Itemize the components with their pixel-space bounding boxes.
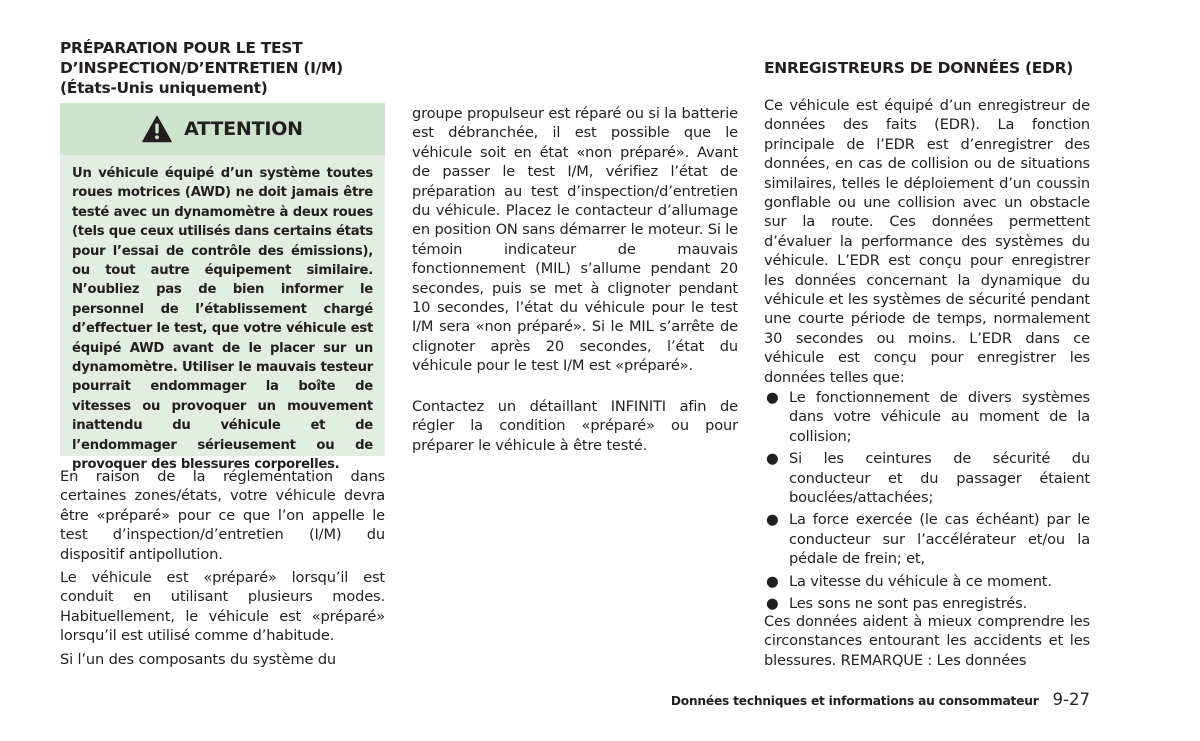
col3-paragraph-1: Ce véhicule est équipé d’un enregistreur de données des faits (EDR). La fonction principale de l’EDR est d’enregistrer des données, en cas de collision ou de situations similaires, telles le déploiement d’un coussin gonflable ou une collision avec un obstacle sur la route. Ces données permettent d’évaluer la performance des systèmes du véhicule. L’EDR est conçu pour enregistrer les données concernant la dynamique du véhicule et les systèmes de sécurité pendant une courte période de temps, normalement 30 secondes ou moins. L’EDR dans ce véhicule est conçu pour enregistrer les données telles que:: [764, 97, 1090, 386]
warning-header: [60, 103, 385, 155]
section-heading-edr: ENREGISTREURS DE DONNÉES (EDR): [764, 59, 1074, 77]
edr-data-list: [764, 388, 1090, 616]
col1-paragraph-2: Le véhicule est «préparé» lorsqu’il est conduit en utilisant plusieurs modes. Habituellement, le véhicule est «préparé» lorsqu’il est utilisé comme d’habitude.: [60, 569, 385, 645]
bullet-icon: ●: [766, 595, 779, 613]
bullet-icon: ●: [766, 511, 779, 529]
list-item-text: La force exercée (le cas échéant) par le conducteur sur l’accélérateur et/ou la pédale de frein; et,: [789, 511, 1090, 568]
col1-paragraph-1: En raison de la réglementation dans certaines zones/états, votre véhicule devra être «préparé» pour ce que l’on appelle le test d’inspection/d’entretien (I/M) du dispositif antipollution.: [60, 468, 385, 563]
list-item-text: Les sons ne sont pas enregistrés.: [789, 595, 1028, 613]
bullet-icon: ●: [766, 389, 779, 406]
list-item-text: Si les ceintures de sécurité du conducteur et du passager étaient bouclées/attachées;: [789, 450, 1090, 507]
warning-box: [60, 103, 385, 473]
section-heading-im-test: PRÉPARATION POUR LE TEST D’INSPECTION/D’ENTRETIEN (I/M) (États-Unis uniquement): [60, 39, 343, 97]
list-item-text: Le fonctionnement de divers systèmes dans votre véhicule au moment de la collision;: [789, 389, 1090, 445]
warning-title: ATTENTION: [184, 118, 303, 140]
warning-triangle-icon: [142, 115, 172, 143]
warning-text: Un véhicule équipé d’un système toutes roues motrices (AWD) ne doit jamais être testé avec un dynamomètre à deux roues (tels que ceux utilisés dans certains états pour l’essai de contrôle des émissions), ou tout autre équipement similaire. N’oubliez pas de bien informer le personnel de l’établissement chargé d’effectuer le test, que votre véhicule est équipé AWD avant de le placer sur un dynamomètre. Utiliser le mauvais testeur pourrait endommager la boîte de vitesses ou provoquer un mouvement inattendu du véhicule et de l’endommager sérieusement ou de provoquer des blessures corporelles.: [60, 155, 385, 456]
list-item: [764, 388, 1090, 446]
list-item-text: La vitesse du véhicule à ce moment.: [789, 572, 1052, 590]
bullet-icon: ●: [766, 450, 779, 468]
list-item: [764, 510, 1090, 568]
list-item: [764, 572, 1090, 591]
list-item: [764, 449, 1090, 507]
footer-section-title: Données techniques et informations au consommateur: [670, 694, 1039, 708]
page-number: 9-27: [1052, 690, 1090, 709]
col1-paragraph-3: Si l’un des composants du système du: [60, 651, 337, 668]
page-footer: [671, 690, 1090, 709]
bullet-icon: ●: [766, 572, 779, 590]
col2-paragraph-2: Contactez un détaillant INFINITI afin de régler la condition «préparé» ou pour préparer le véhicule à être testé.: [412, 398, 738, 454]
col2-paragraph-1: groupe propulseur est réparé ou si la batterie est débranchée, il est possible que le véhicule soit en état «non préparé». Avant de passer le test I/M, vérifiez l’état de préparation au test d’inspection/d’entretien du véhicule. Placez le contacteur d’allumage en position ON sans démarrer le moteur. Si le témoin indicateur de mauvais fonctionnement (MIL) s’allume pendant 20 secondes, puis se met à clignoter pendant 10 secondes, l’état du véhicule pour le test I/M sera «non préparé». Si le MIL s’arrête de clignoter après 20 secondes, l’état du véhicule pour le test I/M est «préparé».: [412, 105, 738, 375]
col3-paragraph-2: Ces données aident à mieux comprendre les circonstances entourant les accidents et les blessures. REMARQUE : Les données: [764, 613, 1090, 669]
list-item: [764, 594, 1090, 613]
